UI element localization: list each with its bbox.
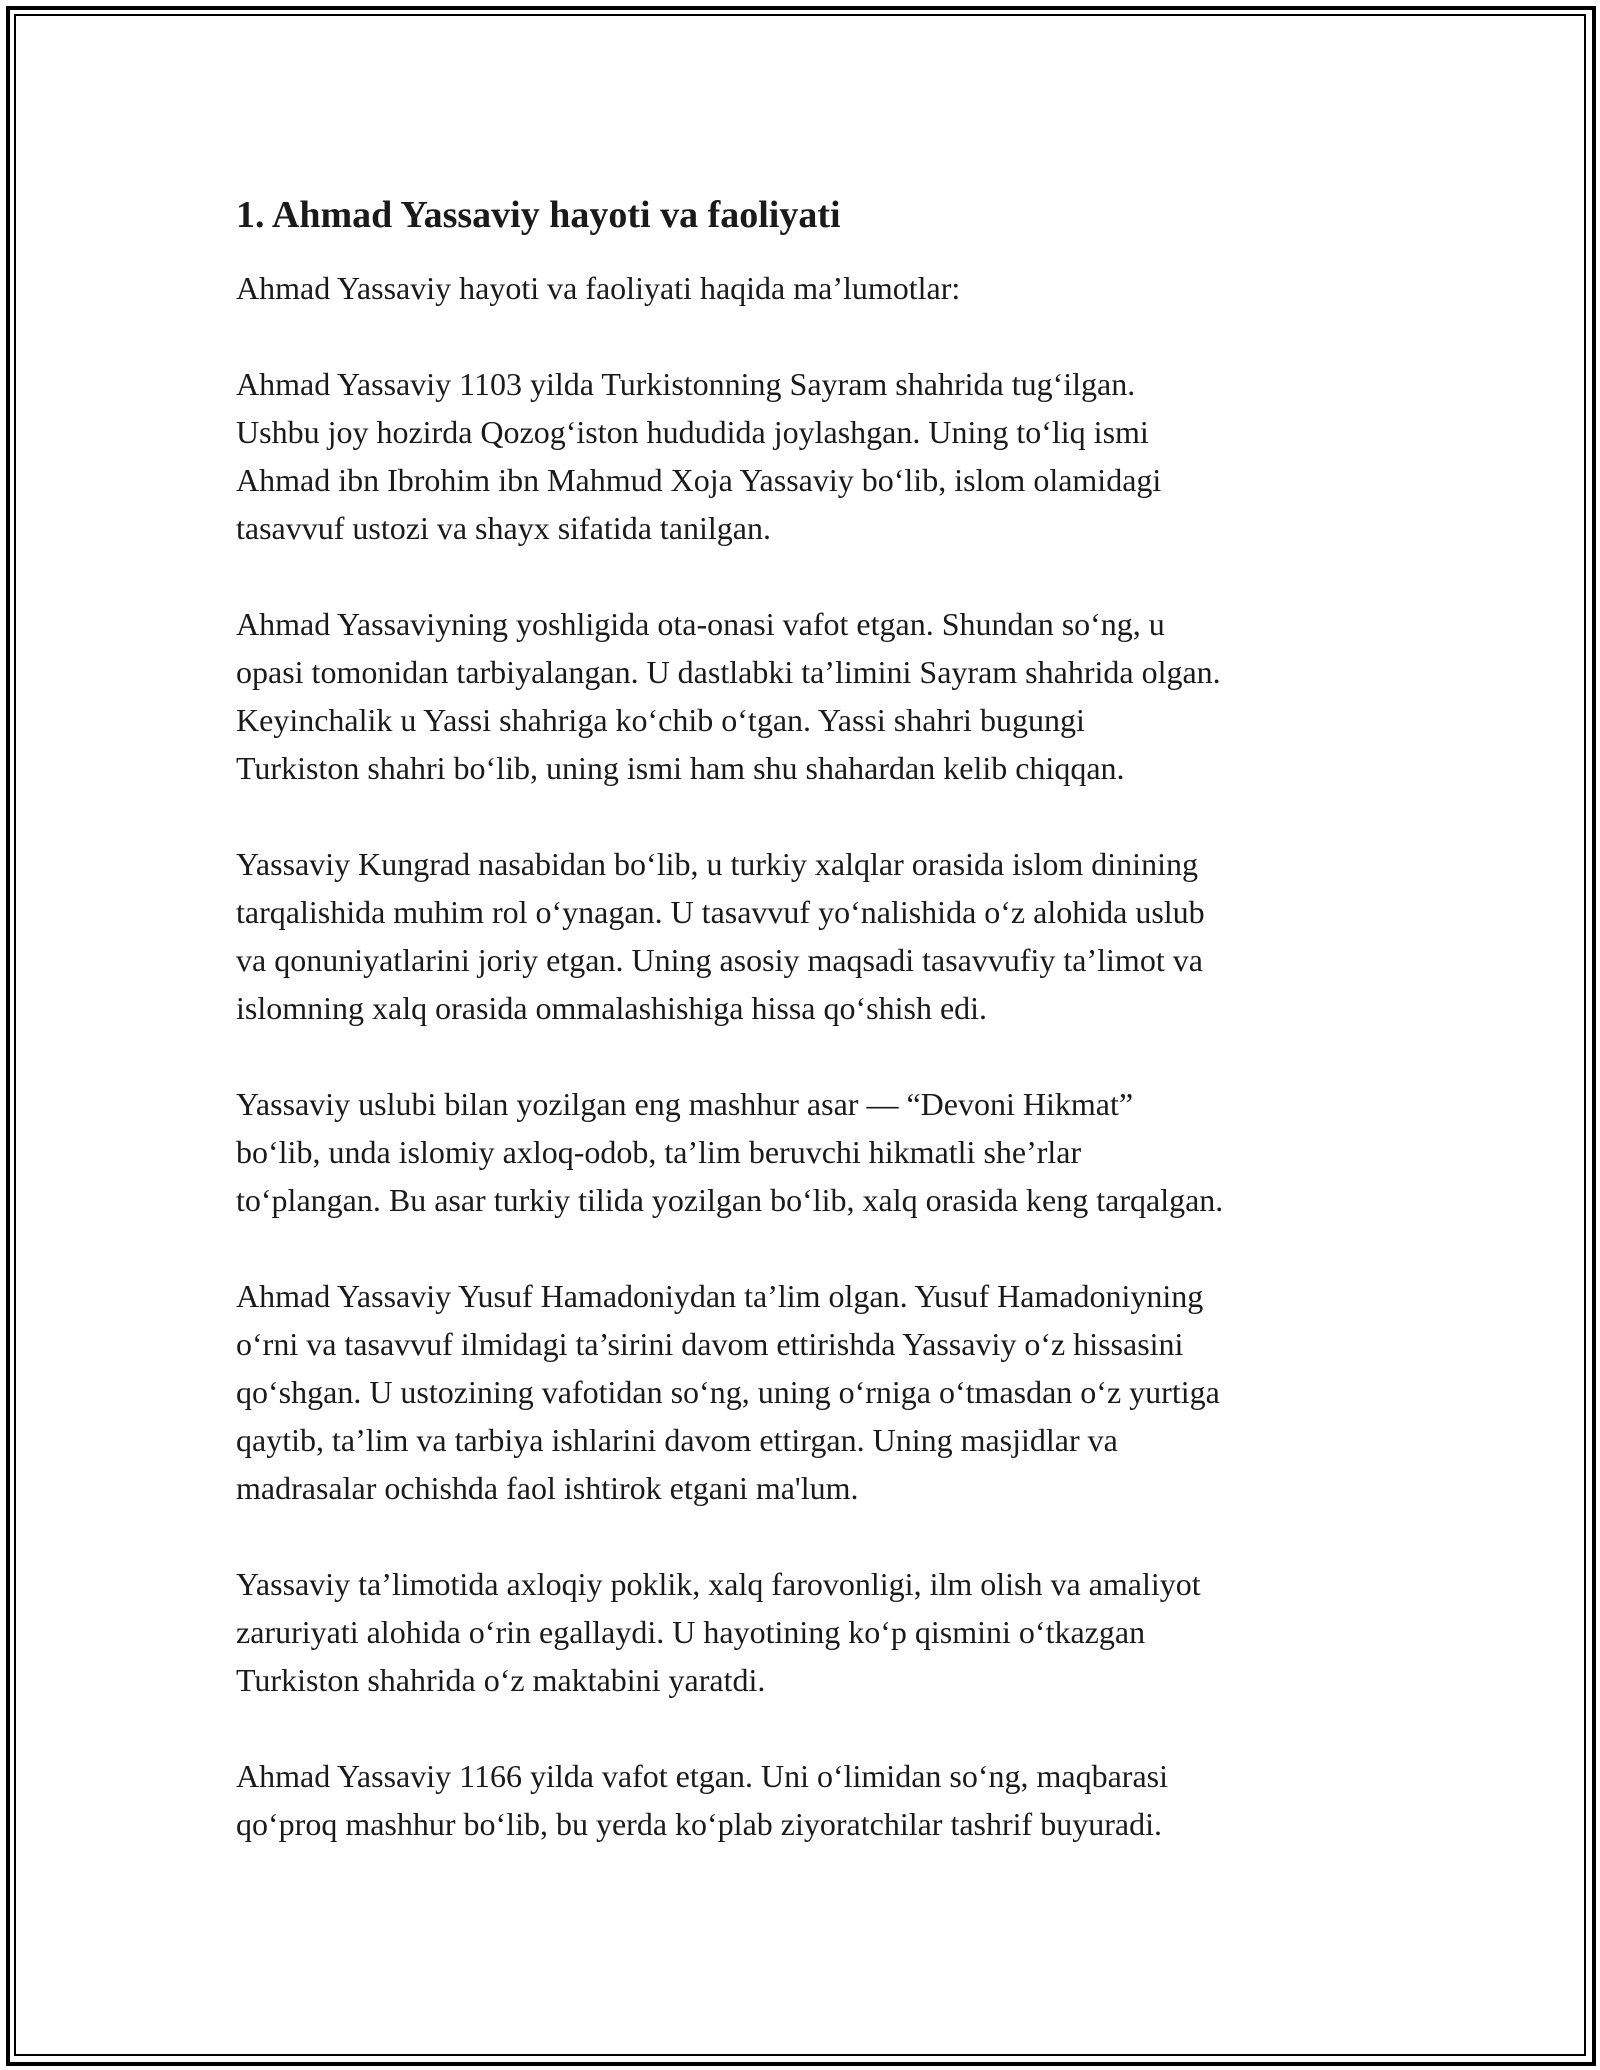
paragraph-line: Ahmad Yassaviy Yusuf Hamadoniydan ta’lim olgan. Yusuf Hamadoniyning bbox=[236, 1278, 1204, 1314]
paragraph-line: Ahmad Yassaviy 1166 yilda vafot etgan. Uni o‘limidan so‘ng, maqbarasi bbox=[236, 1758, 1168, 1794]
paragraph-line: Ushbu joy hozirda Qozog‘iston hududida joylashgan. Uning to‘liq ismi bbox=[236, 414, 1149, 450]
paragraph-line: Turkiston shahrida o‘z maktabini yaratdi. bbox=[236, 1662, 766, 1698]
paragraph-line: tasavvuf ustozi va shayx sifatida tanilgan. bbox=[236, 510, 771, 546]
paragraph-line: opasi tomonidan tarbiyalangan. U dastlabki ta’limini Sayram shahrida olgan. bbox=[236, 654, 1221, 690]
paragraph-line: Yassaviy uslubi bilan yozilgan eng mashhur asar — “Devoni Hikmat” bbox=[236, 1086, 1134, 1122]
paragraph-line: madrasalar ochishda faol ishtirok etgani ma'lum. bbox=[236, 1470, 859, 1506]
paragraph-6 bbox=[236, 1272, 1396, 1512]
paragraph-line: bo‘lib, unda islomiy axloq-odob, ta’lim beruvchi hikmatli she’rlar bbox=[236, 1134, 1082, 1170]
paragraph-line: Ahmad Yassaviy hayoti va faoliyati haqida ma’lumotlar: bbox=[236, 270, 961, 306]
document-body bbox=[236, 188, 1396, 1896]
paragraph-line: Yassaviy ta’limotida axloqiy poklik, xalq farovonligi, ilm olish va amaliyot bbox=[236, 1566, 1201, 1602]
paragraph-line: Yassaviy Kungrad nasabidan bo‘lib, u turkiy xalqlar orasida islom dinining bbox=[236, 846, 1198, 882]
paragraph-5 bbox=[236, 1080, 1396, 1224]
paragraph-7 bbox=[236, 1560, 1396, 1704]
paragraph-line: islomning xalq orasida ommalashishiga hissa qo‘shish edi. bbox=[236, 990, 988, 1026]
paragraph-line: Ahmad Yassaviy 1103 yilda Turkistonning Sayram shahrida tug‘ilgan. bbox=[236, 366, 1136, 402]
paragraph-3 bbox=[236, 600, 1396, 792]
paragraph-line: qo‘shgan. U ustozining vafotidan so‘ng, uning o‘rniga o‘tmasdan o‘z yurtiga bbox=[236, 1374, 1220, 1410]
paragraph-list bbox=[236, 264, 1396, 1848]
paragraph-line: o‘rni va tasavvuf ilmidagi ta’sirini davom ettirishda Yassaviy o‘z hissasini bbox=[236, 1326, 1184, 1362]
document-title: 1. Ahmad Yassaviy hayoti va faoliyati bbox=[236, 194, 841, 236]
paragraph-line: Turkiston shahri bo‘lib, uning ismi ham shu shahardan kelib chiqqan. bbox=[236, 750, 1125, 786]
paragraph-line: zaruriyati alohida o‘rin egallaydi. U hayotining ko‘p qismini o‘tkazgan bbox=[236, 1614, 1146, 1650]
paragraph-line: qo‘proq mashhur bo‘lib, bu yerda ko‘plab ziyoratchilar tashrif buyuradi. bbox=[236, 1806, 1162, 1842]
paragraph-8 bbox=[236, 1752, 1396, 1848]
paragraph-1 bbox=[236, 264, 1396, 312]
paragraph-line: Ahmad Yassaviyning yoshligida ota-onasi vafot etgan. Shundan so‘ng, u bbox=[236, 606, 1165, 642]
paragraph-4 bbox=[236, 840, 1396, 1032]
paragraph-line: va qonuniyatlarini joriy etgan. Uning asosiy maqsadi tasavvufiy ta’limot va bbox=[236, 942, 1203, 978]
paragraph-line: Ahmad ibn Ibrohim ibn Mahmud Xoja Yassaviy bo‘lib, islom olamidagi bbox=[236, 462, 1162, 498]
paragraph-line: tarqalishida muhim rol o‘ynagan. U tasavvuf yo‘nalishida o‘z alohida uslub bbox=[236, 894, 1205, 930]
paragraph-line: Keyinchalik u Yassi shahriga ko‘chib o‘tgan. Yassi shahri bugungi bbox=[236, 702, 1085, 738]
paragraph-line: qaytib, ta’lim va tarbiya ishlarini davom ettirgan. Uning masjidlar va bbox=[236, 1422, 1118, 1458]
paragraph-line: to‘plangan. Bu asar turkiy tilida yozilgan bo‘lib, xalq orasida keng tarqalgan. bbox=[236, 1182, 1224, 1218]
paragraph-2 bbox=[236, 360, 1396, 552]
